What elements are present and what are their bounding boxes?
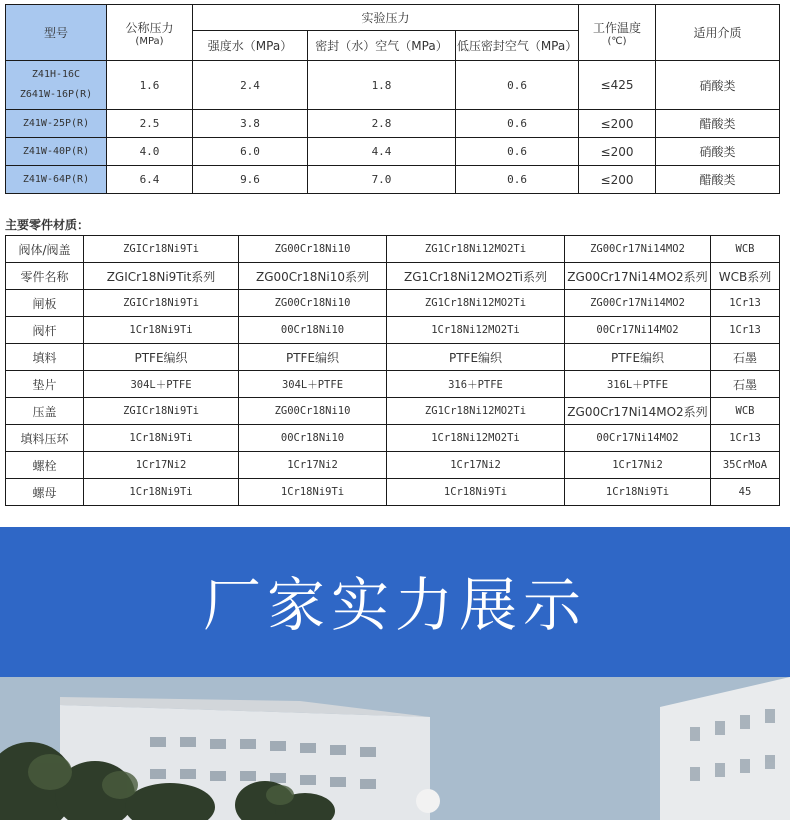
material-cell: PTFE编织: [84, 344, 239, 371]
materials-table: [5, 235, 780, 506]
header-test-pressure: 实验压力: [193, 5, 579, 31]
material-cell: ZG00Cr17Ni14MO2: [565, 236, 711, 263]
material-cell: 1Cr18Ni9Ti: [565, 479, 711, 506]
material-cell: ZG00Cr18Ni10系列: [239, 263, 387, 290]
material-cell: ZGICr18Ni9Ti: [84, 236, 239, 263]
material-cell: ZGICr18Ni9Ti: [84, 290, 239, 317]
low-seal-cell: 0.6: [456, 138, 579, 166]
header-strength-water: 强度水（MPa）: [193, 31, 308, 61]
material-cell: 316＋PTFE: [387, 371, 565, 398]
material-cell: ZGICr18Ni9Tit系列: [84, 263, 239, 290]
material-cell: PTFE编织: [565, 344, 711, 371]
material-cell: 1Cr13: [711, 425, 780, 452]
material-cell: 304L＋PTFE: [239, 371, 387, 398]
strength-cell: 2.4: [193, 61, 308, 110]
low-seal-cell: 0.6: [456, 110, 579, 138]
table-row: [6, 452, 780, 479]
material-cell: 00Cr18Ni10: [239, 425, 387, 452]
section-banner: [0, 527, 790, 677]
material-cell: WCB: [711, 236, 780, 263]
material-cell: 304L＋PTFE: [84, 371, 239, 398]
material-cell: 1Cr17Ni2: [387, 452, 565, 479]
medium-cell: 硝酸类: [656, 138, 780, 166]
header-medium: 适用介质: [656, 5, 780, 61]
material-cell: ZG1Cr18Ni12MO2Ti: [387, 398, 565, 425]
material-cell: 1Cr18Ni9Ti: [84, 479, 239, 506]
nominal-cell: 2.5: [107, 110, 193, 138]
factory-photo-illustration: [0, 677, 790, 820]
material-cell: 1Cr17Ni2: [84, 452, 239, 479]
medium-cell: 醋酸类: [656, 166, 780, 194]
header-working-temp: [579, 5, 656, 61]
material-cell: ZG00Cr18Ni10: [239, 290, 387, 317]
model-cell: Z41W-25P(R): [6, 110, 107, 138]
table-row: [6, 371, 780, 398]
part-label: 填料压环: [6, 425, 84, 452]
seal-cell: 7.0: [308, 166, 456, 194]
nominal-cell: 6.4: [107, 166, 193, 194]
table-row: [6, 317, 780, 344]
material-cell: 316L＋PTFE: [565, 371, 711, 398]
material-cell: 1Cr17Ni2: [239, 452, 387, 479]
material-cell: ZG00Cr18Ni10: [239, 398, 387, 425]
material-cell: 石墨: [711, 344, 780, 371]
medium-cell: 硝酸类: [656, 61, 780, 110]
material-cell: ZG00Cr17Ni14MO2系列: [565, 398, 711, 425]
strength-cell: 9.6: [193, 166, 308, 194]
table-row: [6, 138, 780, 166]
material-cell: 1Cr17Ni2: [565, 452, 711, 479]
material-cell: 石墨: [711, 371, 780, 398]
material-cell: 45: [711, 479, 780, 506]
part-label: 压盖: [6, 398, 84, 425]
part-label: 闸板: [6, 290, 84, 317]
material-cell: 00Cr17Ni14MO2: [565, 317, 711, 344]
material-cell: 35CrMoA: [711, 452, 780, 479]
part-label: 阀体/阀盖: [6, 236, 84, 263]
model-cell: Z41W-40P(R): [6, 138, 107, 166]
seal-cell: 4.4: [308, 138, 456, 166]
strength-cell: 3.8: [193, 110, 308, 138]
material-cell: WCB系列: [711, 263, 780, 290]
material-cell: ZGICr18Ni9Ti: [84, 398, 239, 425]
header-nominal-pressure: [107, 5, 193, 61]
banner-title: 厂家实力展示: [202, 571, 587, 639]
material-cell: 1Cr18Ni9Ti: [239, 479, 387, 506]
model-cell: Z41W-64P(R): [6, 166, 107, 194]
material-cell: 1Cr13: [711, 317, 780, 344]
model-cell: [6, 61, 107, 110]
materials-title: 主要零件材质：: [5, 218, 90, 232]
low-seal-cell: 0.6: [456, 166, 579, 194]
table-row: [6, 425, 780, 452]
header-nominal-pressure-label: 公称压力: [125, 20, 174, 35]
nominal-cell: 1.6: [107, 61, 193, 110]
table-row: [6, 344, 780, 371]
material-cell: PTFE编织: [387, 344, 565, 371]
material-cell: WCB: [711, 398, 780, 425]
part-label: 零件名称: [6, 263, 84, 290]
part-label: 垫片: [6, 371, 84, 398]
table-row: [6, 398, 780, 425]
material-cell: ZG1Cr18Ni12MO2Ti: [387, 290, 565, 317]
spec-table: [5, 4, 780, 194]
material-cell: ZG1Cr18Ni12MO2Ti: [387, 236, 565, 263]
material-cell: ZG00Cr17Ni14MO2: [565, 290, 711, 317]
header-nominal-pressure-unit: (MPa): [135, 35, 164, 47]
part-label: 螺母: [6, 479, 84, 506]
material-cell: 1Cr18Ni9Ti: [84, 425, 239, 452]
table-row: [6, 479, 780, 506]
header-model: 型号: [6, 5, 107, 61]
seal-cell: 1.8: [308, 61, 456, 110]
table-row: [6, 290, 780, 317]
medium-cell: 醋酸类: [656, 110, 780, 138]
header-seal-water-air: 密封（水）空气（MPa）: [308, 31, 456, 61]
table-row: [6, 236, 780, 263]
header-working-temp-unit: (℃): [607, 35, 627, 47]
factory-photo: [0, 677, 790, 820]
material-cell: PTFE编织: [239, 344, 387, 371]
material-cell: ZG00Cr18Ni10: [239, 236, 387, 263]
strength-cell: 6.0: [193, 138, 308, 166]
material-cell: 00Cr17Ni14MO2: [565, 425, 711, 452]
part-label: 阀杆: [6, 317, 84, 344]
material-cell: ZG1Cr18Ni12MO2Ti系列: [387, 263, 565, 290]
material-cell: ZG00Cr17Ni14MO2系列: [565, 263, 711, 290]
temp-cell: ≤200: [579, 138, 656, 166]
temp-cell: ≤200: [579, 110, 656, 138]
table-row: [6, 263, 780, 290]
low-seal-cell: 0.6: [456, 61, 579, 110]
part-label: 螺栓: [6, 452, 84, 479]
material-cell: 1Cr18Ni9Ti: [84, 317, 239, 344]
nominal-cell: 4.0: [107, 138, 193, 166]
header-low-pressure-seal-air: 低压密封空气（MPa）: [456, 31, 579, 61]
table-row: [6, 110, 780, 138]
material-cell: 1Cr18Ni12MO2Ti: [387, 425, 565, 452]
model-line: Z41H-16C: [31, 69, 81, 80]
header-working-temp-label: 工作温度: [593, 20, 642, 35]
temp-cell: ≤200: [579, 166, 656, 194]
material-cell: 1Cr18Ni9Ti: [387, 479, 565, 506]
seal-cell: 2.8: [308, 110, 456, 138]
material-cell: 00Cr18Ni10: [239, 317, 387, 344]
material-cell: 1Cr18Ni12MO2Ti: [387, 317, 565, 344]
temp-cell: ≤425: [579, 61, 656, 110]
table-row: [6, 61, 780, 110]
table-row: [6, 166, 780, 194]
part-label: 填料: [6, 344, 84, 371]
material-cell: 1Cr13: [711, 290, 780, 317]
model-line: Z641W-16P(R): [19, 89, 93, 100]
